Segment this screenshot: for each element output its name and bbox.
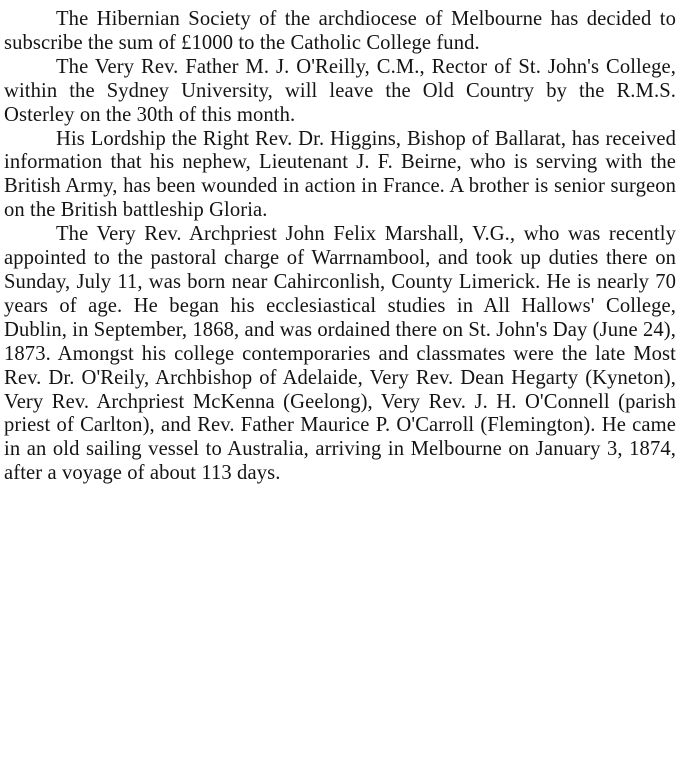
paragraph-archpriest-marshall: The Very Rev. Archpriest John Felix Marshall, V.G., who was recently appointed to the pastoral charge of Warrnambool, and took up duties there on Sunday, July 11, was born near Cahirconlish, County Limerick. He is nearly 70 years of age. He began his ecclesiastical studies in All Hallows' College, Dublin, in September, 1868, and was ordained there on St. John's Day (June 24), 1873. Amongst his college contemporaries and classmates were the late Most Rev. Dr. O'Reily, Archbishop of Adelaide, Very Rev. Dean Hegarty (Kyneton), Very Rev. Archpriest McKenna (Geelong), Very Rev. J. H. O'Connell (parish priest of Carlton), and Rev. Father Maurice P. O'Carroll (Flemington). He came in an old sailing vessel to Australia, arriving in Melbourne on January 3, 1874, after a voyage of about 113 days. [4,223,676,485]
paragraph-father-oreilly: The Very Rev. Father M. J. O'Reilly, C.M., Rector of St. John's College, within the Sydney University, will leave the Old Country by the R.M.S. Osterley on the 30th of this month. [4,55,676,126]
paragraph-lieutenant-beirne: His Lordship the Right Rev. Dr. Higgins, Bishop of Ballarat, has received information that his nephew, Lieutenant J. F. Beirne, who is serving with the British Army, has been wounded in action in France. A brother is senior surgeon on the British battleship Gloria. [4,127,676,222]
paragraph-hibernian-society: The Hibernian Society of the archdiocese of Melbourne has decided to subscribe the sum of £1000 to the Catholic College fund. [4,8,676,54]
newspaper-clipping [4,8,676,486]
